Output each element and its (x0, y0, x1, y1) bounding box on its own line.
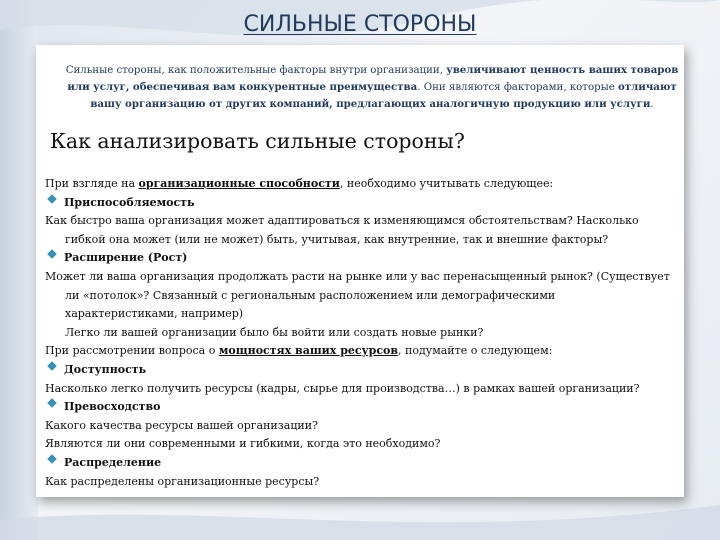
list-item-text: ли «потолок»? Связанный с региональным расположением или демографическими (65, 288, 556, 302)
diamond-bullet-icon (45, 363, 64, 373)
diamond-bullet-icon (45, 196, 64, 206)
list-item: Превосходство (45, 398, 677, 417)
diamond-bullet-icon (45, 251, 64, 261)
list-item-text: Какого качества ресурсы вашей организации? (45, 418, 318, 432)
list-item: Доступность (45, 361, 677, 380)
list-item-text: Являются ли они современными и гибкими, когда это необходимо? (45, 437, 441, 451)
resources-lead: При рассмотрении вопроса о мощностях ваших ресурсов, подумайте о следующем: (45, 344, 553, 358)
list-item: Приспособляемость (45, 194, 677, 213)
list-item-text: гибкой она может (или не может) быть, учитывая, как внутренние, так и внешние факторы? (65, 232, 609, 246)
list-item-text: характеристиками, например) (65, 307, 244, 321)
slide-title: СИЛЬНЫЕ СТОРОНЫ (243, 12, 477, 37)
section-heading: Как анализировать сильные стороны? (50, 129, 465, 153)
intro-paragraph: Сильные стороны, как положительные факторы внутри организации, увеличивают ценность ваших товаров или услуг, обеспечивая вам конкурентные преимущества. Они являются факторами, которые отличают вашу организацию от других компаний, предлагающих аналогичную продукцию или услуги. (65, 64, 679, 110)
list-item-text: Как распределены организационные ресурсы? (45, 474, 320, 488)
org-capabilities-lead: При взгляде на организационные способности, необходимо учитывать следующее: (45, 177, 554, 190)
list-item-text: Насколько легко получить ресурсы (кадры, сырье для производства…) в рамках вашей организации? (45, 381, 640, 395)
diamond-bullet-icon (45, 400, 64, 410)
diamond-bullet-icon (45, 456, 64, 466)
list-item-text: Легко ли вашей организации было бы войти или создать новые рынки? (65, 325, 484, 339)
list-item-text: Может ли ваша организация продолжать расти на рынке или у вас перенасыщенный рынок? (Существует (45, 269, 670, 283)
body-text (45, 175, 677, 491)
list-item-text: Как быстро ваша организация может адаптироваться к изменяющимся обстоятельствам? Насколько (45, 214, 639, 228)
list-item: Распределение (45, 454, 677, 473)
list-item: Расширение (Рост) (45, 249, 677, 268)
